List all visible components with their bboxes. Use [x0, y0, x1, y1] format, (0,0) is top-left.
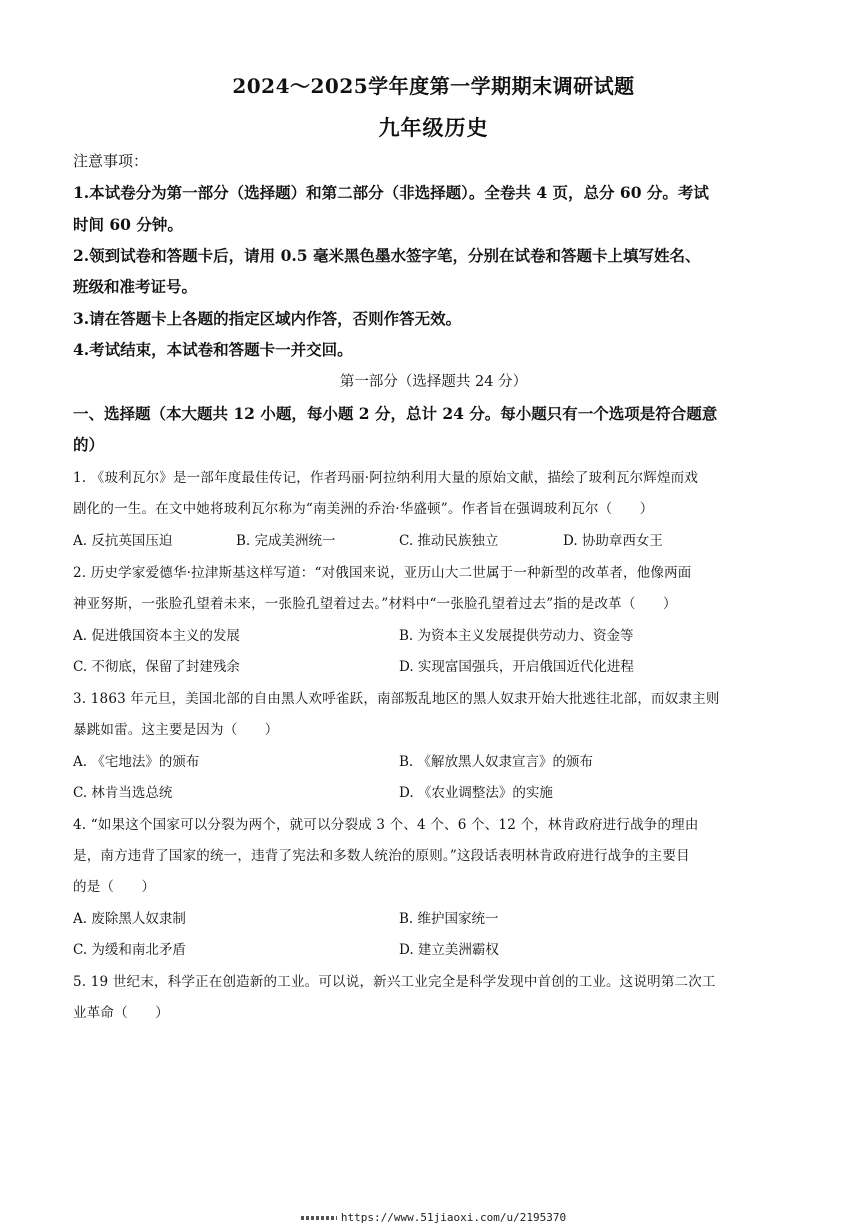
option-d: D. 建立美洲霸权 [399, 942, 499, 958]
option-c: C. 不彻底，保留了封建残余 [73, 659, 240, 675]
option-a: A. 反抗英国压迫 [73, 533, 173, 549]
notice-line: 3.请在答题卡上各题的指定区域内作答，否则作答无效。 [73, 309, 462, 328]
option-b: B. 《解放黑人奴隶宣言》的颁布 [399, 754, 594, 770]
option-b: B. 完成美洲统一 [236, 533, 336, 549]
section-heading: 一、选择题（本大题共 12 小题，每小题 2 分，总计 24 分。每小题只有一个选项是符合题意 [73, 404, 718, 423]
option-d: D. 实现富国强兵，开启俄国近代化进程 [399, 659, 634, 675]
question-text: 暴跳如雷。这主要是因为（ ） [73, 722, 279, 738]
option-b: B. 为资本主义发展提供劳动力、资金等 [399, 628, 634, 644]
question-text: 神亚努斯，一张脸孔望着未来，一张脸孔望着过去。”材料中“一张脸孔望着过去”指的是改革（ ） [73, 596, 677, 612]
option-d: D. 《农业调整法》的实施 [399, 785, 553, 801]
notice-line: 时间 60 分钟。 [73, 215, 183, 234]
option-a: A. 废除黑人奴隶制 [73, 911, 186, 927]
option-a: A. 《宅地法》的颁布 [73, 754, 200, 770]
part1-title: 第一部分（选择题共 24 分） [339, 374, 528, 390]
question-text: 2. 历史学家爱德华·拉津斯基这样写道：“对俄国来说，亚历山大二世属于一种新型的改革者，他像两面 [73, 565, 692, 581]
question-text: 剧化的一生。在文中她将玻利瓦尔称为“南美洲的乔治·华盛顿”。作者旨在强调玻利瓦尔（ ） [73, 501, 654, 517]
notice-line: 4.考试结束，本试卷和答题卡一并交回。 [73, 340, 353, 359]
notice-heading: 注意事项： [73, 152, 149, 170]
section-heading: 的） [73, 435, 105, 454]
notice-line: 2.领到试卷和答题卡后，请用 0.5 毫米黑色墨水签字笔，分别在试卷和答题卡上填写姓名、 [73, 246, 701, 265]
footer-watermark [0, 1211, 867, 1224]
page-subtitle: 九年级历史 [378, 115, 489, 140]
option-d: D. 协助章西女王 [563, 533, 663, 549]
option-b: B. 维护国家统一 [399, 911, 499, 927]
option-a: A. 促进俄国资本主义的发展 [73, 628, 240, 644]
footer-url[interactable]: https://www.51jiaoxi.com/u/2195370 [340, 1211, 567, 1224]
notice-line: 班级和准考证号。 [73, 277, 198, 296]
option-c: C. 为缓和南北矛盾 [73, 942, 186, 958]
question-text: 4. “如果这个国家可以分裂为两个，就可以分裂成 3 个、4 个、6 个、12 个，林肯政府进行战争的理由 [73, 817, 699, 833]
watermark-dots [301, 1216, 337, 1220]
question-text: 3. 1863 年元旦，美国北部的自由黑人欢呼雀跃，南部叛乱地区的黑人奴隶开始大批逃往北部，而奴隶主则 [73, 691, 720, 707]
question-text: 的是（ ） [73, 879, 156, 895]
option-c: C. 推动民族独立 [399, 533, 499, 549]
notice-line: 1.本试卷分为第一部分（选择题）和第二部分（非选择题）。全卷共 4 页，总分 60 分。考试 [73, 183, 709, 202]
question-text: 1. 《玻利瓦尔》是一部年度最佳传记，作者玛丽·阿拉纳利用大量的原始文献，描绘了玻利瓦尔辉煌而戏 [73, 470, 699, 486]
page-title: 2024～2025学年度第一学期期末调研试题 [232, 74, 635, 98]
question-text: 是，南方违背了国家的统一，违背了宪法和多数人统治的原则。”这段话表明林肯政府进行战争的主要目 [73, 848, 690, 864]
option-c: C. 林肯当选总统 [73, 785, 173, 801]
question-text: 5. 19 世纪末，科学正在创造新的工业。可以说，新兴工业完全是科学发现中首创的工业。这说明第二次工 [73, 974, 716, 990]
question-text: 业革命（ ） [73, 1005, 169, 1021]
